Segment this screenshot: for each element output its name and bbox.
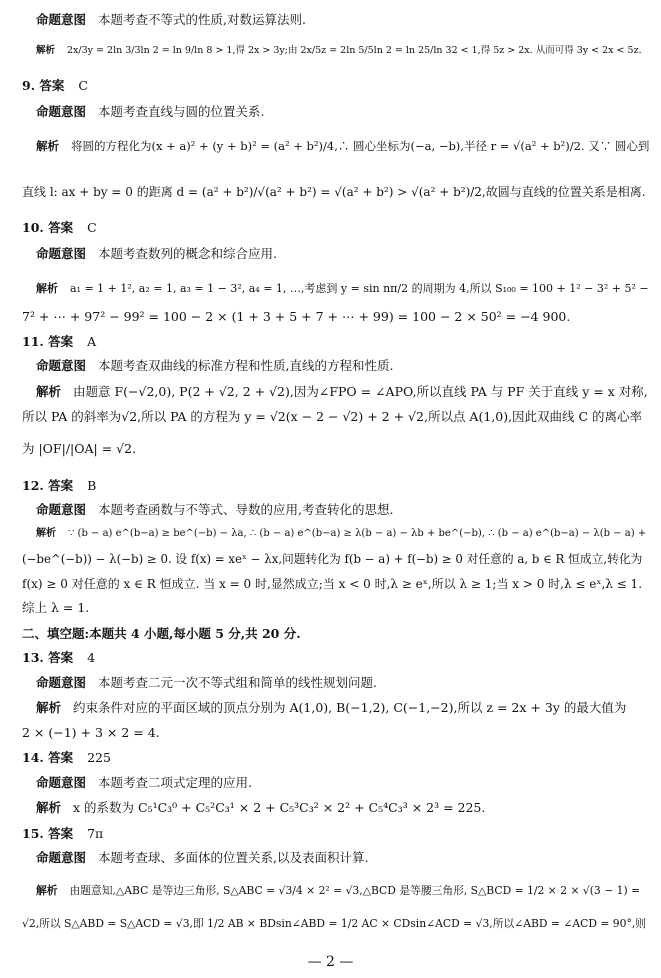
text-line: 解析 a₁ = 1 + 1², a₂ = 1, a₃ = 1 − 3², a₄ = 1, …,考虑到 y = sin nπ/2 的周期为 4,所以 S₁₀₀ = 100 + 1² − 3² + 5² − [36,282,649,295]
text-line: 命题意图 本题考查双曲线的标准方程和性质,直线的方程和性质. [36,358,394,373]
text-line: 所以 PA 的斜率为√2,所以 PA 的方程为 y = √2(x − 2 − √2) + 2 + √2,所以点 A(1,0),因此双曲线 C 的离心率 [22,409,643,424]
text-line: 命题意图 本题考查不等式的性质,对数运算法则. [36,12,306,27]
text-line: 解析 由题意知,△ABC 是等边三角形, S△ABC = √3/4 × 2² = √3,△BCD 是等腰三角形, S△BCD = 1/2 × 2 × √(3 − 1) = [36,884,641,897]
text-line: 解析 ∵ (b − a) e^(b−a) ≥ be^(−b) − λa, ∴ (b − a) e^(b−a) ≥ λ(b − a) − λb + be^(−b), ∴ (b − a) e^(b−a) − λ(b − a) + [36,528,647,539]
text-line: f(x) ≥ 0 对任意的 x ∈ R 恒成立. 当 x = 0 时,显然成立;当 x < 0 时,λ ≥ eˣ,所以 λ ≥ 1;当 x > 0 时,λ ≤ eˣ,λ ≤ 1. [22,577,643,591]
answer-heading: 11. 答案 A [22,334,97,349]
answer-heading: 13. 答案 4 [22,650,96,665]
answer-heading: 12. 答案 B [22,478,97,493]
text-line: 7² + ⋯ + 97² − 99² = 100 − 2 × (1 + 3 + 5 + 7 + ⋯ + 99) = 100 − 2 × 50² = −4 900. [22,309,571,324]
answer-heading: 15. 答案 7π [22,826,104,841]
text-line: (−be^(−b)) − λ(−b) ≥ 0. 设 f(x) = xeˣ − λx,问题转化为 f(b − a) + f(−b) ≥ 0 对任意的 a, b ∈ R 恒成立,转化为 [22,552,643,566]
text-line: 命题意图 本题考查直线与圆的位置关系. [36,104,265,119]
answer-heading: 9. 答案 C [22,78,88,93]
text-line: √2,所以 S△ABD = S△ACD = √3,即 1/2 AB × BDsin∠ABD = 1/2 AC × CDsin∠ACD = √3,所以∠ABD = ∠ACD = 90°,则 [22,917,647,930]
text-line: 直线 l: ax + by = 0 的距离 d = (a² + b²)/√(a² + b²) = √(a² + b²) > √(a² + b²)/2,故圆与直线的位置关系是相离. [22,185,646,199]
answer-heading: 10. 答案 C [22,220,97,235]
section-heading: 二、填空题:本题共 4 小题,每小题 5 分,共 20 分. [22,626,301,641]
text-line: 命题意图 本题考查函数与不等式、导数的应用,考查转化的思想. [36,502,394,517]
text-line: 解析 将圆的方程化为(x + a)² + (y + b)² = (a² + b²)/4,∴ 圆心坐标为(−a, −b),半径 r = √(a² + b²)/2. 又∵ 圆心到 [36,139,650,153]
text-line: 命题意图 本题考查数列的概念和综合应用. [36,246,277,261]
text-line: 命题意图 本题考查球、多面体的位置关系,以及表面积计算. [36,850,369,865]
text-line: 命题意图 本题考查二元一次不等式组和简单的线性规划问题. [36,675,377,690]
text-line: 综上 λ = 1. [22,600,90,615]
answer-heading: 14. 答案 225 [22,750,111,765]
text-line: 命题意图 本题考查二项式定理的应用. [36,775,252,790]
text-line: 2 × (−1) + 3 × 2 = 4. [22,725,160,740]
text-line: 解析 x 的系数为 C₅¹C₃⁰ + C₅²C₃¹ × 2 + C₅³C₃² × 2² + C₅⁴C₃³ × 2³ = 225. [36,800,486,815]
text-line: 解析 约束条件对应的平面区域的顶点分别为 A(1,0), B(−1,2), C(−1,−2),所以 z = 2x + 3y 的最大值为 [36,700,627,715]
text-line: 为 |OF|/|OA| = √2. [22,441,137,456]
text-line: 解析 由题意 F(−√2,0), P(2 + √2, 2 + √2),因为∠FPO = ∠APO,所以直线 PA 与 PF 关于直线 y = x 对称, [36,384,648,399]
page-number: — 2 — [307,954,354,970]
text-line: 解析 2x/3y = 2ln 3/3ln 2 = ln 9/ln 8 > 1,得 2x > 3y;由 2x/5z = 2ln 5/5ln 2 = ln 25/ln 32 < 1,得 5z > 2x. 从而可得 3y < 2x < 5z. [36,45,642,56]
